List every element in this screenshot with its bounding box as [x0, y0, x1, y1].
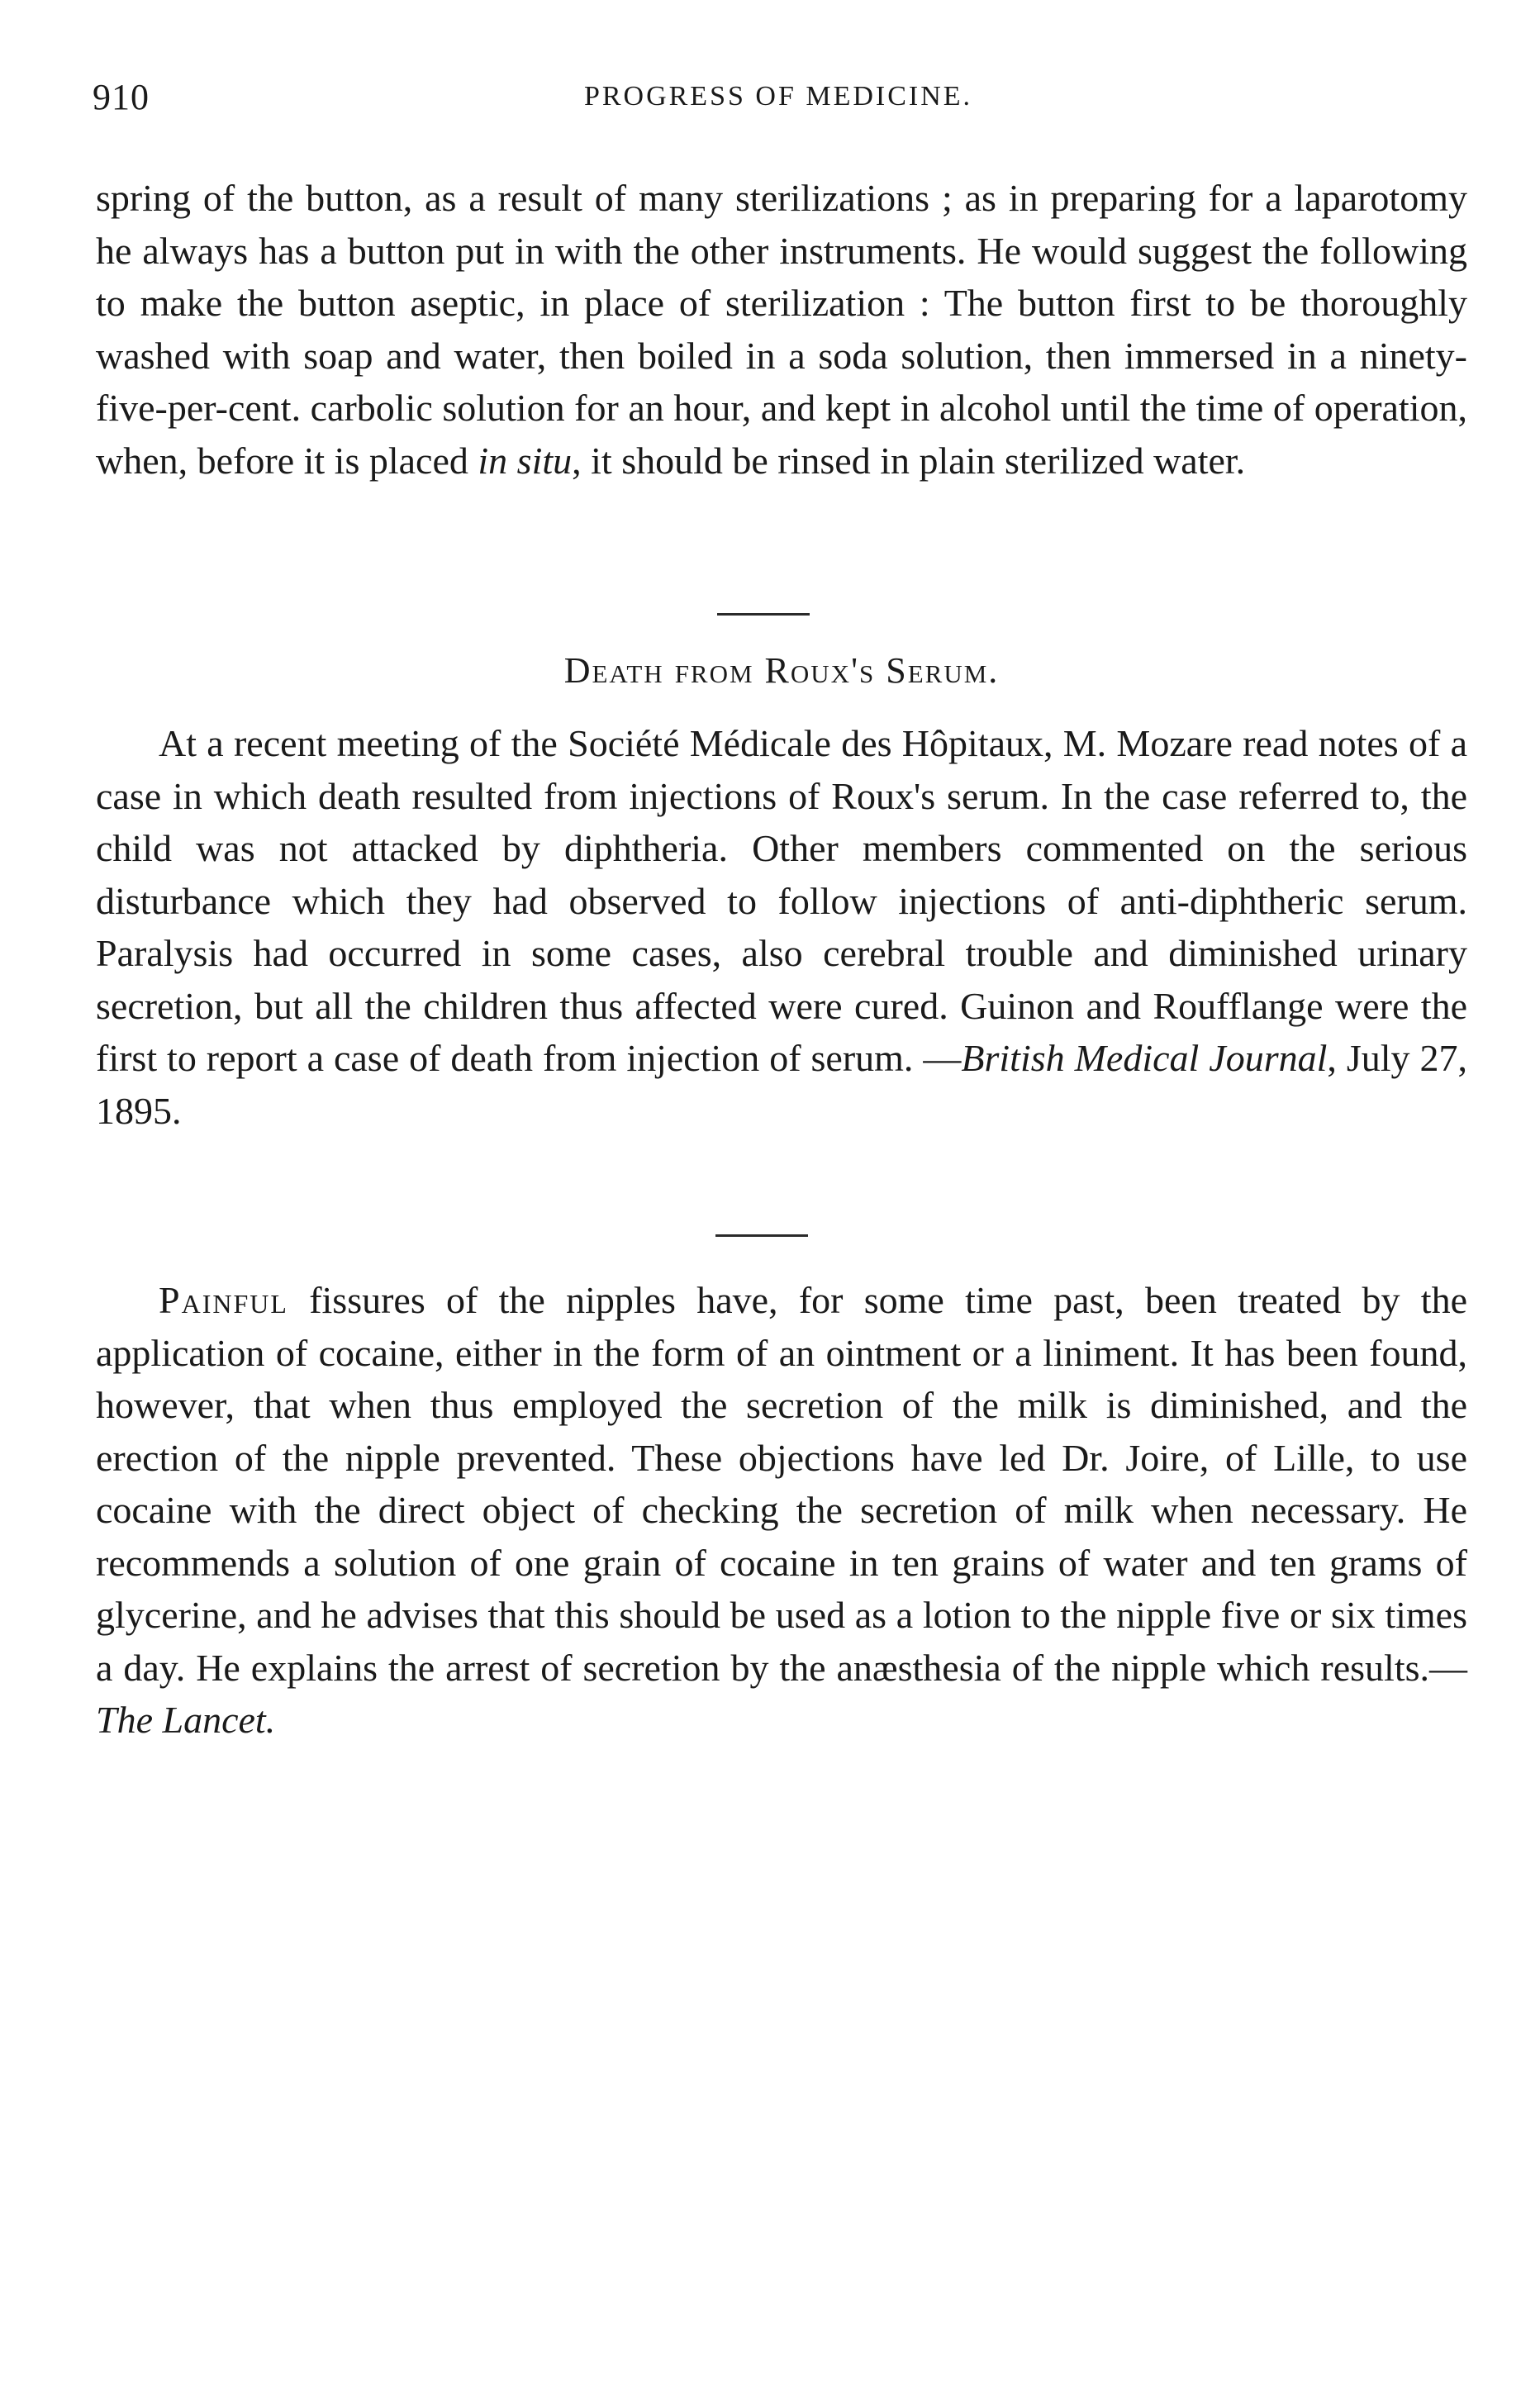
source-dash: — — [1429, 1646, 1467, 1689]
section-divider — [717, 613, 810, 616]
running-head — [93, 76, 1464, 126]
paragraph-text: , it should be rinsed in plain sterilized water. — [572, 439, 1246, 482]
source-date: , July 27, 1895. — [96, 1037, 1467, 1132]
paragraph-roux-serum — [96, 717, 1467, 1137]
lead-word: Painful — [159, 1279, 288, 1321]
paragraph-button-sterilization — [96, 172, 1467, 487]
page-number: 910 — [93, 77, 150, 117]
section-divider — [715, 1234, 808, 1237]
italic-term: in situ — [478, 439, 573, 482]
source-citation: British Medical Journal — [961, 1037, 1328, 1079]
paragraph-text: spring of the button, as a result of many sterilizations ; as in preparing for a laparotomy he always has a button put in with the other instruments. He would suggest the following to make the button aseptic, in place of sterilization : The button first to be thoroughly washed with soap and water, then boiled in a soda solution, then immersed in a ninety-five-per-cent. carbolic solution for an hour, and kept in alcohol until the time of operation, when, before it is placed — [96, 177, 1467, 482]
section-heading: Death from Roux's Serum. — [563, 650, 1000, 691]
running-title: PROGRESS OF MEDICINE. — [583, 81, 973, 112]
paragraph-text: At a recent meeting of the Société Médicale des Hôpitaux, M. Mozare read notes of a case in which death resulted from injections of Roux's serum. In the case referred to, the child was not attacked by diphtheria. Other members commented on the serious disturbance which they had observed to follow injections of anti-diphtheric serum. Paralysis had occurred in some cases, also cerebral trouble and diminished urinary secretion, but all the children thus affected were cured. Guinon and Roufflange were the first to report a case of death from injection of serum. — [96, 722, 1467, 1079]
paragraph-text: fissures of the nipples have, for some time past, been treated by the application of cocaine, either in the form of an ointment or a liniment. It has been found, however, that when thus employed the secretion of the milk is diminished, and the erection of the nipple prevented. These objections have led Dr. Joire, of Lille, to use cocaine with the direct object of checking the secretion of milk when necessary. He recommends a solution of one grain of cocaine in ten grains of water and ten grams of glycerine, and he advises that this should be used as a lotion to the nipple five or six times a day. He explains the arrest of secretion by the anæsthesia of the nipple which results. — [96, 1279, 1467, 1689]
paragraph-cocaine-nipples — [96, 1274, 1467, 1747]
source-dash: — — [923, 1037, 962, 1079]
source-citation: The Lancet. — [96, 1699, 276, 1741]
